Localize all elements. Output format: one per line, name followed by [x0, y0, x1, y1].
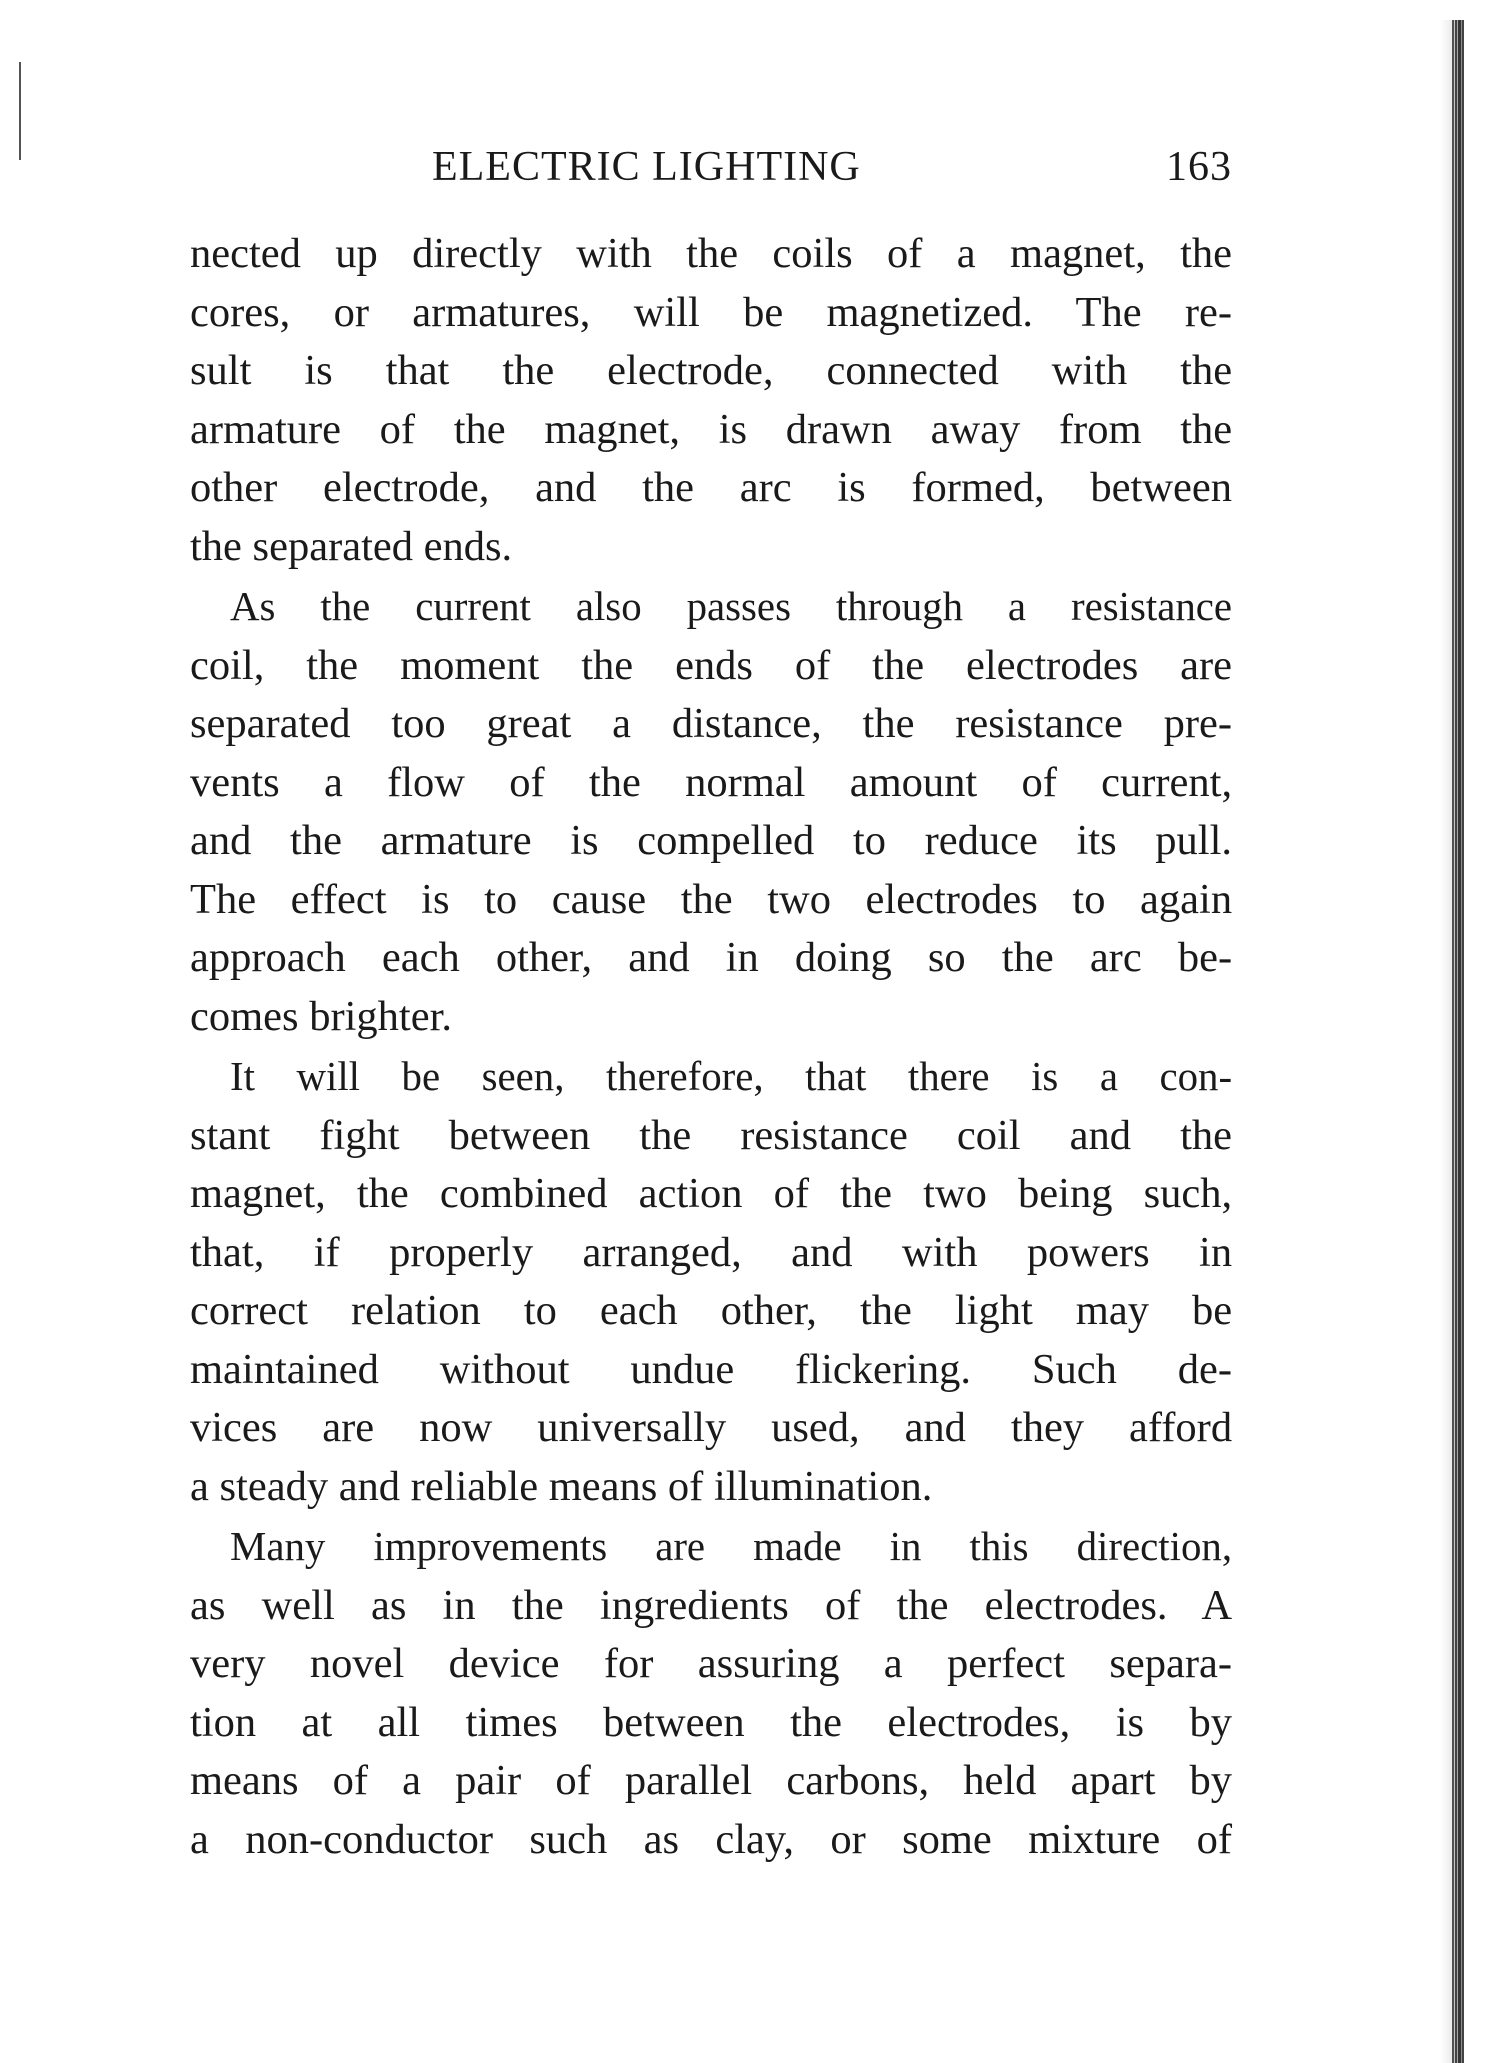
word: a: [1007, 584, 1027, 629]
word: a: [323, 758, 343, 806]
text-line: the separated ends.: [190, 522, 513, 570]
word: also: [575, 584, 642, 629]
word: other: [190, 464, 278, 511]
word: each: [381, 934, 460, 981]
word: be: [1191, 1287, 1233, 1334]
word: a: [883, 1640, 903, 1687]
text-line: [190, 1341, 1232, 1400]
page-gutter-shadow: [1440, 20, 1452, 2063]
word: means: [190, 1757, 299, 1804]
word: to: [523, 1287, 557, 1334]
text-line: [190, 1399, 1232, 1458]
page-binding-edge: [1452, 20, 1464, 2063]
text-line: a steady and reliable means of illumination.: [190, 1462, 933, 1510]
word: pair: [455, 1757, 522, 1804]
word: used,: [771, 1404, 860, 1451]
word: coils: [772, 230, 853, 277]
word: is: [421, 875, 450, 923]
word: the: [790, 1698, 842, 1746]
paragraph-3: [190, 1048, 1232, 1516]
word: that: [385, 347, 450, 394]
word: as: [190, 1581, 226, 1629]
word: vices: [190, 1404, 278, 1451]
word: so: [927, 934, 966, 981]
text-line: [190, 812, 1232, 871]
word: the: [290, 817, 342, 864]
word: its: [1076, 817, 1117, 864]
word: is: [570, 817, 599, 864]
word: tion: [190, 1698, 257, 1746]
text-line: [190, 695, 1232, 754]
word: coil: [956, 1111, 1021, 1159]
word: arranged,: [582, 1228, 742, 1276]
word: great: [486, 700, 572, 747]
text-line: [190, 754, 1232, 813]
word: and: [190, 817, 252, 864]
word: made: [753, 1524, 842, 1569]
word: the: [453, 405, 506, 453]
word: this: [969, 1524, 1029, 1569]
word: the: [356, 1170, 409, 1217]
word: if: [313, 1228, 340, 1276]
word: resistance: [955, 700, 1123, 747]
word: all: [377, 1698, 421, 1746]
word: novel: [309, 1640, 405, 1687]
word: flickering.: [795, 1345, 971, 1393]
word: arc: [1089, 934, 1142, 981]
word: undue: [630, 1345, 735, 1393]
word: perfect: [947, 1640, 1065, 1687]
word: from: [1058, 405, 1142, 453]
text-line: [190, 342, 1232, 401]
text-line: [190, 637, 1232, 696]
word: coil,: [190, 641, 265, 689]
word: the: [1180, 347, 1233, 394]
word: the: [896, 1581, 949, 1629]
word: the: [1001, 934, 1054, 981]
word: two: [767, 875, 831, 923]
text-line: [190, 459, 1232, 518]
word: a: [1099, 1054, 1118, 1099]
word: well: [261, 1581, 335, 1629]
word: the: [859, 1287, 912, 1334]
word: re-: [1184, 288, 1232, 336]
word: such,: [1143, 1170, 1233, 1217]
word: cause: [551, 875, 647, 923]
word: of: [555, 1757, 591, 1804]
word: mixture: [1028, 1815, 1161, 1863]
word: drawn: [785, 405, 892, 453]
word: armature: [190, 405, 342, 453]
word: It: [230, 1054, 255, 1099]
word: other,: [495, 934, 593, 981]
word: electrodes: [865, 875, 1038, 923]
word: again: [1140, 875, 1233, 923]
word: is: [837, 464, 866, 511]
word: con-: [1159, 1054, 1233, 1099]
scan-edge-mark: [19, 62, 21, 160]
word: up: [335, 230, 378, 277]
word: A: [1201, 1581, 1233, 1629]
word: they: [1010, 1404, 1085, 1451]
word: arc: [739, 464, 792, 511]
text-line: [190, 1518, 1232, 1577]
word: device: [448, 1640, 560, 1687]
word: will: [633, 288, 700, 336]
word: armatures,: [412, 288, 591, 336]
word: flow: [387, 758, 465, 806]
word: The: [1075, 288, 1142, 336]
word: with: [1051, 347, 1128, 394]
word: universally: [537, 1404, 727, 1451]
text-line: [190, 1107, 1232, 1166]
text-line: [190, 1282, 1232, 1341]
text-line: [190, 225, 1232, 284]
text-line: [190, 284, 1232, 343]
word: at: [301, 1698, 333, 1746]
word: in: [725, 934, 759, 981]
word: doing: [794, 934, 892, 981]
word: magnet,: [190, 1170, 326, 1217]
word: will: [296, 1054, 361, 1099]
word: ends: [675, 641, 753, 689]
word: apart: [1070, 1757, 1156, 1804]
word: magnet,: [1010, 230, 1146, 277]
word: of: [379, 405, 416, 453]
word: action: [638, 1170, 743, 1217]
word: may: [1075, 1287, 1149, 1334]
word: electrodes,: [887, 1698, 1071, 1746]
word: that,: [190, 1228, 265, 1276]
word: de-: [1177, 1345, 1232, 1393]
word: a: [612, 700, 632, 747]
word: the: [680, 875, 733, 923]
word: is: [1031, 1054, 1059, 1099]
word: times: [465, 1698, 558, 1746]
word: Many: [230, 1524, 326, 1569]
word: of: [773, 1170, 809, 1217]
word: combined: [439, 1170, 608, 1217]
word: clay,: [715, 1815, 794, 1863]
word: with: [901, 1228, 978, 1276]
word: between: [1090, 464, 1232, 511]
word: be: [401, 1054, 441, 1099]
word: vents: [190, 758, 280, 806]
word: The: [190, 875, 257, 923]
word: direction,: [1076, 1524, 1233, 1569]
word: nected: [190, 230, 301, 277]
word: some: [902, 1815, 992, 1863]
word: light: [954, 1287, 1033, 1334]
word: is: [1115, 1698, 1145, 1746]
word: the: [639, 1111, 692, 1159]
word: too: [391, 700, 446, 747]
paragraph-1: [190, 225, 1232, 576]
word: of: [332, 1757, 369, 1804]
word: of: [887, 230, 923, 277]
word: very: [190, 1640, 266, 1687]
word: of: [1196, 1815, 1233, 1863]
text-line: comes brighter.: [190, 992, 453, 1040]
word: properly: [389, 1228, 534, 1276]
word: armature: [380, 817, 532, 864]
word: therefore,: [605, 1054, 764, 1099]
text-line: [190, 1224, 1232, 1283]
word: electrode,: [323, 464, 490, 511]
word: the: [862, 700, 915, 747]
word: as: [370, 1581, 407, 1629]
word: fight: [319, 1111, 400, 1159]
word: now: [419, 1404, 493, 1451]
word: formed,: [911, 464, 1045, 511]
word: the: [581, 641, 634, 689]
text-line: [190, 1811, 1232, 1870]
word: by: [1189, 1757, 1233, 1804]
word: electrodes.: [984, 1581, 1168, 1629]
word: the: [1180, 405, 1233, 453]
word: between: [603, 1698, 745, 1746]
word: compelled: [637, 817, 815, 864]
word: electrodes: [965, 641, 1139, 689]
word: connected: [826, 347, 999, 394]
word: by: [1189, 1698, 1232, 1746]
word: and: [628, 934, 690, 981]
word: to: [852, 817, 886, 864]
word: the: [502, 347, 555, 394]
word: be-: [1177, 934, 1233, 981]
word: correct: [190, 1287, 308, 1334]
text-line: [190, 1577, 1232, 1636]
word: the: [320, 584, 371, 629]
word: such: [529, 1815, 608, 1863]
word: of: [509, 758, 545, 806]
word: and: [904, 1404, 966, 1451]
word: the: [642, 464, 695, 511]
word: away: [930, 405, 1021, 453]
word: parallel: [624, 1757, 753, 1804]
word: current,: [1101, 758, 1233, 806]
word: is: [718, 405, 748, 453]
word: without: [439, 1345, 570, 1393]
page-number: 163: [1166, 144, 1232, 190]
word: approach: [190, 934, 346, 981]
word: cores,: [190, 288, 291, 336]
word: and: [1069, 1111, 1132, 1159]
word: carbons,: [786, 1757, 930, 1804]
word: As: [230, 584, 276, 629]
word: amount: [849, 758, 978, 806]
word: passes: [686, 584, 791, 629]
word: the: [1180, 1111, 1232, 1159]
word: pull.: [1155, 817, 1233, 864]
word: and: [535, 464, 597, 511]
word: other,: [720, 1287, 817, 1334]
text-line: [190, 401, 1232, 460]
word: seen,: [481, 1054, 565, 1099]
word: with: [576, 230, 652, 277]
word: improvements: [373, 1524, 608, 1569]
word: are: [322, 1404, 375, 1451]
word: magnet,: [544, 405, 681, 453]
word: of: [794, 641, 831, 689]
word: being: [1018, 1170, 1113, 1217]
page-header: [190, 143, 1232, 203]
word: relation: [350, 1287, 481, 1334]
word: powers: [1026, 1228, 1150, 1276]
word: the: [511, 1581, 564, 1629]
word: Such: [1031, 1345, 1117, 1393]
word: are: [655, 1524, 706, 1569]
word: separa-: [1109, 1640, 1233, 1687]
word: the: [840, 1170, 893, 1217]
word: two: [923, 1170, 987, 1217]
word: assuring: [697, 1640, 840, 1687]
word: the: [1180, 230, 1232, 277]
word: be: [743, 288, 784, 336]
word: to: [484, 875, 518, 923]
word: the: [306, 641, 359, 689]
text-line: [190, 1165, 1232, 1224]
word: normal: [685, 758, 806, 806]
word: moment: [400, 641, 540, 689]
word: a: [190, 1815, 209, 1863]
word: the: [686, 230, 739, 277]
word: held: [963, 1757, 1037, 1804]
word: non-conductor: [245, 1815, 494, 1863]
word: in: [889, 1524, 922, 1569]
text-line: [190, 871, 1232, 930]
word: maintained: [190, 1345, 379, 1393]
word: or: [333, 288, 369, 336]
text-line: [190, 1048, 1232, 1107]
word: of: [824, 1581, 861, 1629]
word: resistance: [1070, 584, 1233, 629]
word: through: [835, 584, 963, 629]
word: magnetized.: [826, 288, 1033, 336]
word: electrode,: [607, 347, 774, 394]
word: distance,: [671, 700, 822, 747]
word: stant: [190, 1111, 271, 1159]
word: or: [830, 1815, 866, 1863]
word: effect: [290, 875, 387, 923]
word: and: [791, 1228, 853, 1276]
word: a: [402, 1757, 422, 1804]
word: separated: [190, 700, 351, 747]
text-line: [190, 578, 1232, 637]
word: current: [415, 584, 531, 629]
word: afford: [1129, 1404, 1233, 1451]
word: to: [1072, 875, 1106, 923]
word: of: [1021, 758, 1057, 806]
word: each: [599, 1287, 678, 1334]
word: a: [956, 230, 976, 277]
word: directly: [412, 230, 542, 277]
word: is: [304, 347, 333, 394]
word: sult: [190, 347, 252, 394]
word: for: [603, 1640, 654, 1687]
word: the: [872, 641, 925, 689]
body-text: [190, 225, 1232, 1869]
paragraph-2: [190, 578, 1232, 1046]
word: are: [1180, 641, 1233, 689]
word: reduce: [924, 817, 1038, 864]
paragraph-4: [190, 1518, 1232, 1869]
word: resistance: [740, 1111, 908, 1159]
word: in: [442, 1581, 476, 1629]
word: ingredients: [599, 1581, 789, 1629]
word: pre-: [1163, 700, 1233, 747]
text-line: [190, 1752, 1232, 1811]
word: that: [805, 1054, 867, 1099]
word: in: [1199, 1228, 1233, 1276]
word: between: [448, 1111, 591, 1159]
text-line: [190, 1635, 1232, 1694]
text-line: [190, 1694, 1232, 1753]
word: as: [643, 1815, 680, 1863]
running-head: ELECTRIC LIGHTING: [432, 144, 861, 190]
text-line: [190, 929, 1232, 988]
word: the: [588, 758, 641, 806]
word: there: [907, 1054, 990, 1099]
